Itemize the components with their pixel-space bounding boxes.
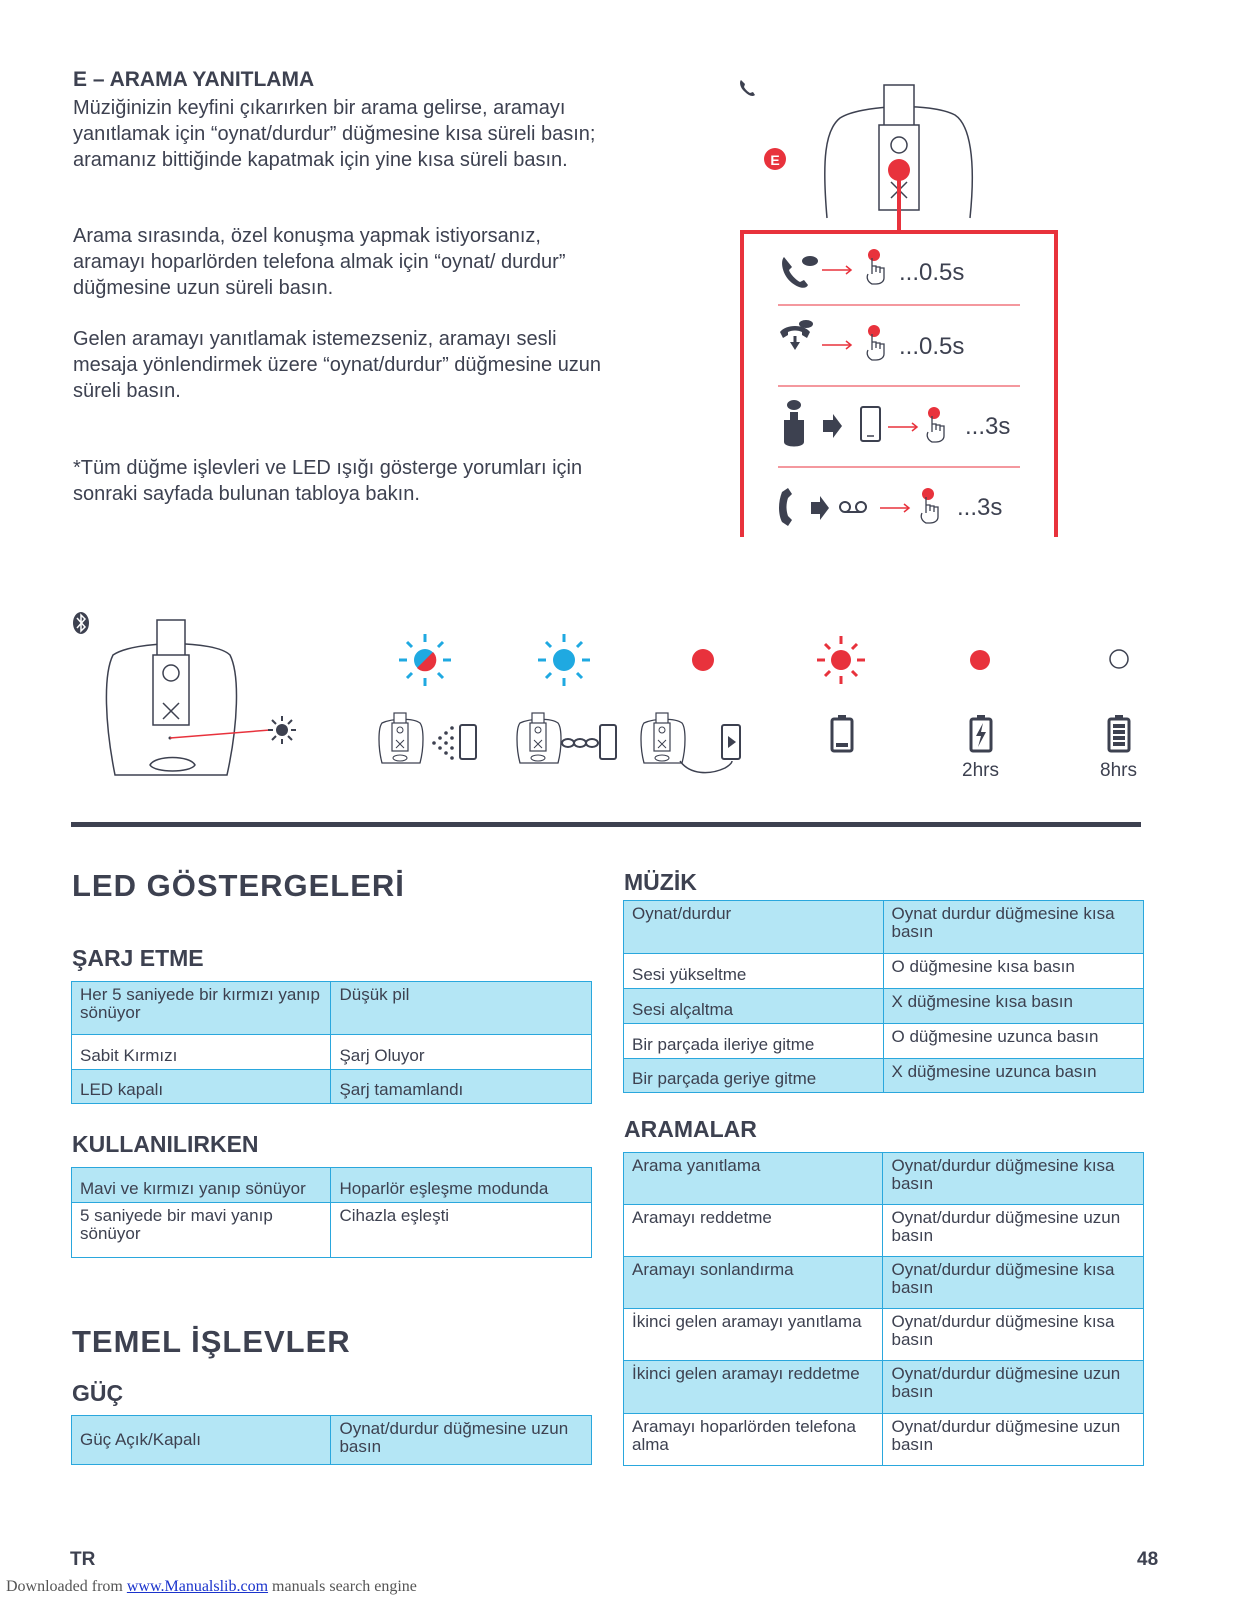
table-row [624, 1059, 1144, 1093]
table-cell: O düğmesine kısa basın [883, 954, 1143, 989]
table-cell: Oynat/durdur düğmesine kısa basın [883, 1257, 1144, 1309]
e-badge-label: E [770, 152, 780, 168]
section-e-paragraph-3: Gelen aramayı yanıtlamak istemezseniz, aramayı sesli mesaja yönlendirmek üzere “oynat/durdur” düğmesine uzun süreli basın. [73, 328, 602, 402]
arrow-icon [880, 504, 909, 512]
download-suffix: manuals search engine [268, 1578, 417, 1595]
table-cell: Oynat/durdur düğmesine uzun basın [883, 1414, 1144, 1466]
charging-title: ŞARJ ETME [72, 945, 204, 971]
table-row [624, 1361, 1144, 1414]
power-title: GÜÇ [72, 1380, 124, 1406]
led-blue-red-flash-icon [399, 634, 451, 686]
table-cell: Şarj tamamlandı [331, 1070, 592, 1104]
table-cell: Sesi yükseltme [624, 954, 884, 989]
charge-time-8hrs: 8hrs [1100, 760, 1137, 781]
call-diagram [730, 70, 1070, 545]
basic-functions-title: TEMEL İŞLEVLER [72, 1324, 351, 1359]
led-off-icon [1110, 650, 1128, 668]
phone-icon [740, 80, 755, 96]
led-indicator-row [65, 605, 1175, 790]
paired-devices-icon [517, 713, 616, 763]
arrow-icon [822, 266, 851, 274]
table-row [72, 1416, 592, 1465]
press-hand-icon [867, 249, 884, 284]
table-row [72, 1168, 592, 1203]
table-cell: Bir parçada ileriye gitme [624, 1024, 884, 1059]
speaker-strap [884, 85, 914, 127]
section-e-title: E – ARAMA YANITLAMA [73, 68, 315, 91]
power-table [71, 1415, 592, 1465]
table-cell: X düğmesine uzunca basın [883, 1059, 1143, 1093]
timing-label-4: ...3s [957, 494, 1003, 521]
table-cell: Oynat durdur düğmesine kısa basın [883, 901, 1143, 954]
section-e-paragraph-2: Arama sırasında, özel konuşma yapmak istiyorsanız, aramayı hoparlörden telefona almak için “oynat/ durdur” düğmesine uzun süreli basın. [73, 225, 566, 299]
table-cell: Oynat/durdur düğmesine kısa basın [883, 1309, 1144, 1361]
music-title: MÜZİK [624, 869, 697, 895]
press-hand-icon [867, 325, 884, 360]
manualslib-link[interactable]: www.Manualslib.com [126, 1578, 269, 1595]
download-prefix: Downloaded from [6, 1578, 127, 1595]
table-cell: Düşük pil [331, 982, 592, 1035]
charging-table [71, 981, 592, 1104]
led-red-solid-icon [692, 649, 714, 671]
led-sun-icon [268, 716, 296, 744]
table-row [624, 1024, 1144, 1059]
table-cell: Sabit Kırmızı [72, 1035, 331, 1070]
right-arrow-icon [811, 496, 829, 520]
table-row [72, 1070, 592, 1104]
table-row [624, 1153, 1144, 1205]
table-row [72, 982, 592, 1035]
calls-table [623, 1152, 1144, 1466]
battery-low-icon [832, 715, 852, 751]
timing-label-1: ...0.5s [899, 259, 965, 286]
table-cell: Oynat/durdur düğmesine uzun basın [883, 1205, 1144, 1257]
press-hand-icon [927, 407, 944, 442]
table-cell: Şarj Oluyor [331, 1035, 592, 1070]
section-e-note: *Tüm düğme işlevleri ve LED ışığı gösterge yorumları için sonraki sayfada bulunan tabloya bakın. [73, 457, 583, 505]
table-row [72, 1203, 592, 1258]
music-table [623, 900, 1144, 1093]
table-cell: Hoparlör eşleşme modunda [331, 1168, 592, 1203]
answer-call-icon [782, 256, 818, 288]
battery-charging-icon [971, 715, 991, 751]
table-row [624, 1414, 1144, 1466]
section-divider [71, 822, 1141, 827]
table-cell: Her 5 saniyede bir kırmızı yanıp sönüyor [72, 982, 331, 1035]
table-cell: O düğmesine uzunca basın [883, 1024, 1143, 1059]
page-number: 48 [1137, 1549, 1159, 1570]
table-cell: Aramayı sonlandırma [624, 1257, 883, 1309]
table-cell: Güç Açık/Kapalı [72, 1416, 331, 1465]
voicemail-icon [840, 502, 866, 512]
table-row [624, 989, 1144, 1024]
table-cell: İkinci gelen aramayı reddetme [624, 1361, 883, 1414]
table-cell: LED kapalı [72, 1070, 331, 1104]
download-note [6, 1578, 417, 1596]
speaker-illustration [106, 620, 270, 775]
led-section-title: LED GÖSTERGELERİ [72, 868, 405, 903]
led-red-charging-icon [970, 650, 990, 670]
charge-time-2hrs: 2hrs [962, 760, 999, 781]
calls-title: ARAMALAR [624, 1116, 757, 1142]
table-row [624, 1205, 1144, 1257]
led-red-flash-icon [817, 636, 865, 684]
speaker-talk-icon [784, 400, 804, 447]
arrow-icon [888, 423, 917, 431]
table-cell: Sesi alçaltma [624, 989, 884, 1024]
in-use-table [71, 1167, 592, 1258]
bluetooth-icon [73, 612, 89, 634]
table-cell: Bir parçada geriye gitme [624, 1059, 884, 1093]
table-cell: Mavi ve kırmızı yanıp sönüyor [72, 1168, 331, 1203]
table-cell: X düğmesine kısa basın [883, 989, 1143, 1024]
battery-full-icon [1109, 715, 1129, 751]
table-cell: Arama yanıtlama [624, 1153, 883, 1205]
aux-cable-icon [641, 713, 740, 773]
language-code: TR [70, 1549, 96, 1570]
table-row [624, 901, 1144, 954]
led-blue-flash-icon [538, 634, 590, 686]
table-cell: Oynat/durdur düğmesine kısa basın [883, 1153, 1144, 1205]
table-cell: Cihazla eşleşti [331, 1203, 592, 1258]
in-use-title: KULLANILIRKEN [72, 1131, 259, 1157]
table-cell: İkinci gelen aramayı yanıtlama [624, 1309, 883, 1361]
table-row [624, 1257, 1144, 1309]
pairing-mode-icon [379, 713, 476, 763]
table-row [624, 1309, 1144, 1361]
table-row [72, 1035, 592, 1070]
table-cell: Oynat/durdur düğmesine uzun basın [883, 1361, 1144, 1414]
timing-label-3: ...3s [965, 413, 1011, 440]
press-hand-icon [921, 488, 938, 523]
timing-label-2: ...0.5s [899, 333, 965, 360]
table-cell: Aramayı hoparlörden telefona alma [624, 1414, 883, 1466]
reject-call-icon [780, 320, 813, 350]
table-cell: Oynat/durdur düğmesine uzun basın [331, 1416, 592, 1465]
right-arrow-icon [823, 414, 842, 438]
table-cell: Oynat/durdur [624, 901, 884, 954]
table-row [624, 954, 1144, 989]
arrow-icon [822, 341, 851, 349]
table-cell: 5 saniyede bir mavi yanıp sönüyor [72, 1203, 331, 1258]
incoming-call-icon [779, 488, 792, 526]
table-cell: Aramayı reddetme [624, 1205, 883, 1257]
section-e-paragraph-1: Müziğinizin keyfini çıkarırken bir arama gelirse, aramayı yanıtlamak için “oynat/durdur” düğmesine kısa süreli basın; aramanız bittiğinde kapatmak için yine kısa süreli basın. [73, 97, 596, 171]
